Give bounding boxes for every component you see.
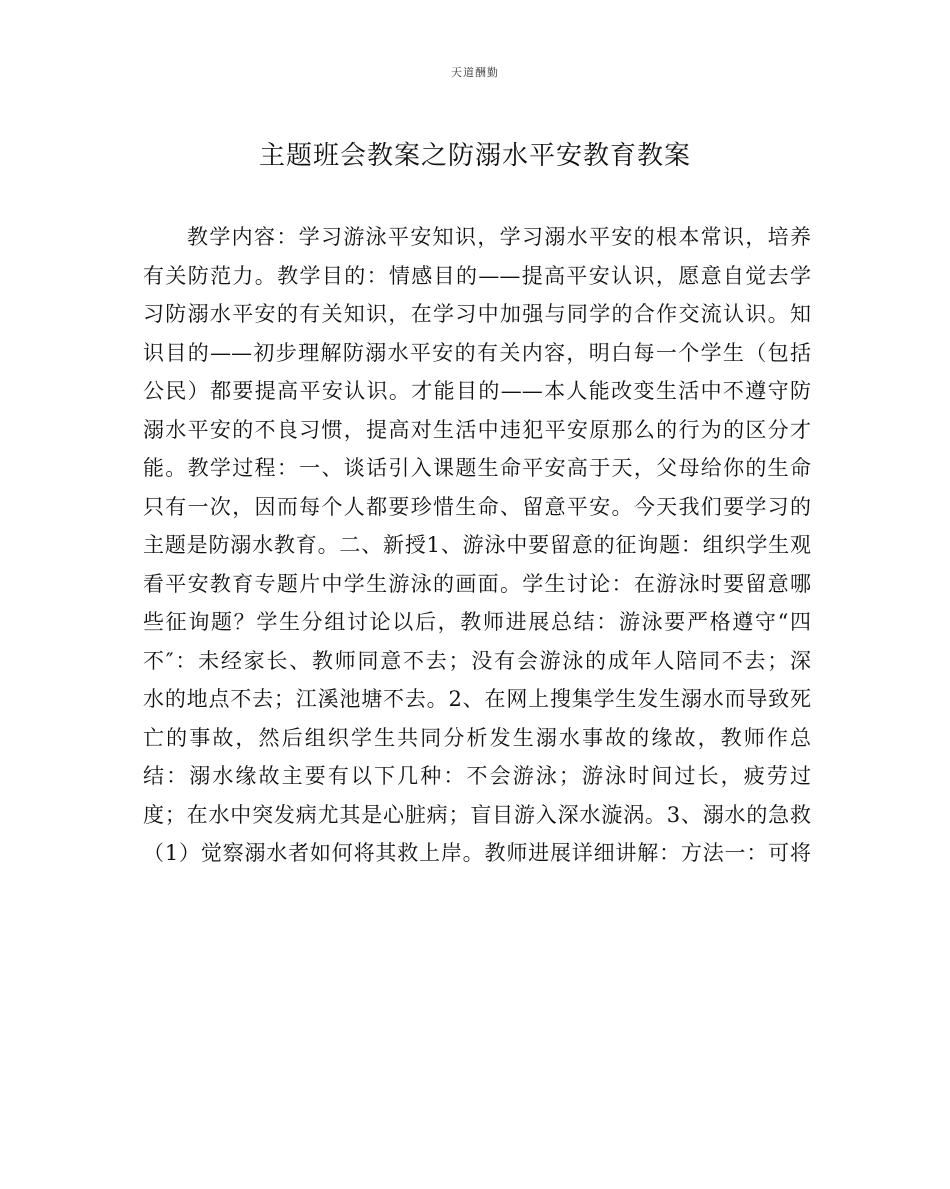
body-line: 些征询题？学生分组讨论以后，教师进展总结：游泳要严格遵守“四 xyxy=(143,610,811,634)
body-line: （1）觉察溺水者如何将其救上岸。教师进展详细讲解：方法一：可将 xyxy=(143,841,811,865)
body-line: 水的地点不去；江溪池塘不去。2、在网上搜集学生发生溺水而导致死 xyxy=(143,687,811,711)
body-line: 不″：未经家长、教师同意不去；没有会游泳的成年人陪同不去；深 xyxy=(143,648,811,673)
body-line: 习防溺水平安的有关知识，在学习中加强与同学的合作交流认识。知 xyxy=(143,302,811,326)
body-line: 公民）都要提高平安认识。才能目的——本人能改变生活中不遵守防 xyxy=(143,379,811,403)
body-line: 结：溺水缘故主要有以下几种：不会游泳；游泳时间过长，疲劳过 xyxy=(143,764,811,788)
body-line: 溺水平安的不良习惯，提高对生活中违犯平安原那么的行为的区分才 xyxy=(143,417,811,442)
page-header: 天道酬勤 xyxy=(451,66,499,79)
body-line: 度；在水中突发病尤其是心脏病；盲目游入深水漩涡。3、溺水的急救 xyxy=(143,802,811,827)
body-line: 识目的——初步理解防溺水平安的有关内容，明白每一个学生（包括 xyxy=(143,340,811,365)
body-line: 有关防范力。教学目的：情感目的——提高平安认识，愿意自觉去学 xyxy=(143,263,811,288)
body-line: 主题是防溺水教育。二、新授1、游泳中要留意的征询题：组织学生观 xyxy=(143,533,811,557)
body-line: 教学内容：学习游泳平安知识，学习溺水平安的根本常识，培养 xyxy=(187,225,811,249)
document-body xyxy=(143,218,811,873)
body-line: 看平安教育专题片中学生游泳的画面。学生讨论：在游泳时要留意哪 xyxy=(143,571,811,596)
body-line: 能。教学过程：一、谈话引入课题生命平安高于天，父母给你的生命 xyxy=(143,456,811,480)
body-line: 只有一次，因而每个人都要珍惜生命、留意平安。今天我们要学习的 xyxy=(143,494,811,519)
document-title: 主题班会教案之防溺水平安教育教案 xyxy=(258,141,691,171)
body-line: 亡的事故，然后组织学生共同分析发生溺水事故的缘故，教师作总 xyxy=(143,725,811,750)
